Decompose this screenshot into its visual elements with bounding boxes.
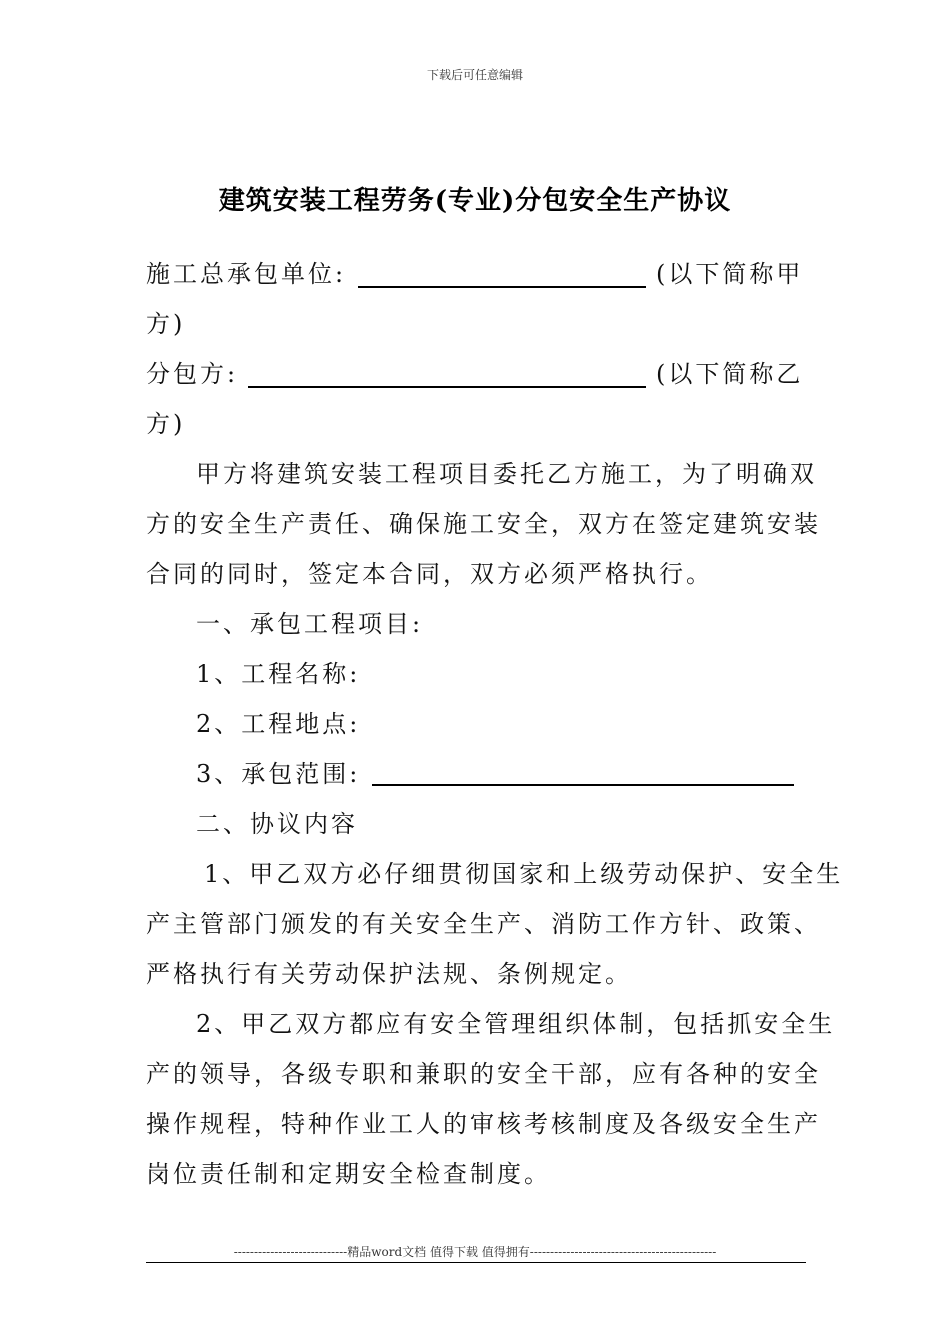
party-b-suffix: (以下简称乙 bbox=[656, 360, 804, 388]
party-a-suffix: (以下简称甲 bbox=[656, 260, 804, 288]
intro-line: 合同的同时，签定本合同，双方必须严格执行。 bbox=[146, 560, 713, 588]
party-b-label: 分包方: bbox=[146, 360, 239, 388]
clause-2-line: 操作规程，特种作业工人的审核考核制度及各级安全生产 bbox=[146, 1110, 821, 1138]
party-b-suffix-wrap: 方) bbox=[146, 410, 186, 438]
clause-1-line: 严格执行有关劳动保护法规、条例规定。 bbox=[146, 960, 632, 988]
party-b-blank bbox=[248, 386, 646, 388]
party-a-suffix-wrap: 方) bbox=[146, 310, 186, 338]
section-two-heading: 二、协议内容 bbox=[196, 810, 358, 838]
clause-2-line: 岗位责任制和定期安全检查制度。 bbox=[146, 1160, 551, 1188]
intro-line: 方的安全生产责任、确保施工安全，双方在签定建筑安装 bbox=[146, 510, 821, 538]
intro-line: 甲方将建筑安装工程项目委托乙方施工，为了明确双 bbox=[196, 460, 817, 488]
contract-scope-label: 3、承包范围: bbox=[196, 760, 361, 788]
header-note: 下载后可任意编辑 bbox=[426, 68, 523, 82]
footer-note: ----------------------------精品word文档 值得下载 值得拥有---------------------------------------------- bbox=[233, 1245, 717, 1259]
footer-rule bbox=[146, 1262, 806, 1263]
clause-1-line: 产主管部门颁发的有关安全生产、消防工作方针、政策、 bbox=[146, 910, 821, 938]
clause-2-line: 产的领导，各级专职和兼职的安全干部，应有各种的安全 bbox=[146, 1060, 821, 1088]
contract-scope-blank bbox=[372, 784, 794, 786]
project-location-label: 2、工程地点: bbox=[196, 710, 361, 738]
document-title: 建筑安装工程劳务(专业)分包安全生产协议 bbox=[218, 186, 732, 216]
project-name-label: 1、工程名称: bbox=[196, 660, 361, 688]
clause-2-line: 2、甲乙双方都应有安全管理组织体制，包括抓安全生 bbox=[196, 1010, 836, 1038]
clause-1-line: 1、甲乙双方必仔细贯彻国家和上级劳动保护、安全生 bbox=[204, 860, 844, 888]
party-a-blank bbox=[358, 286, 646, 288]
section-one-heading: 一、承包工程项目: bbox=[196, 610, 424, 638]
party-a-label: 施工总承包单位: bbox=[146, 260, 347, 288]
